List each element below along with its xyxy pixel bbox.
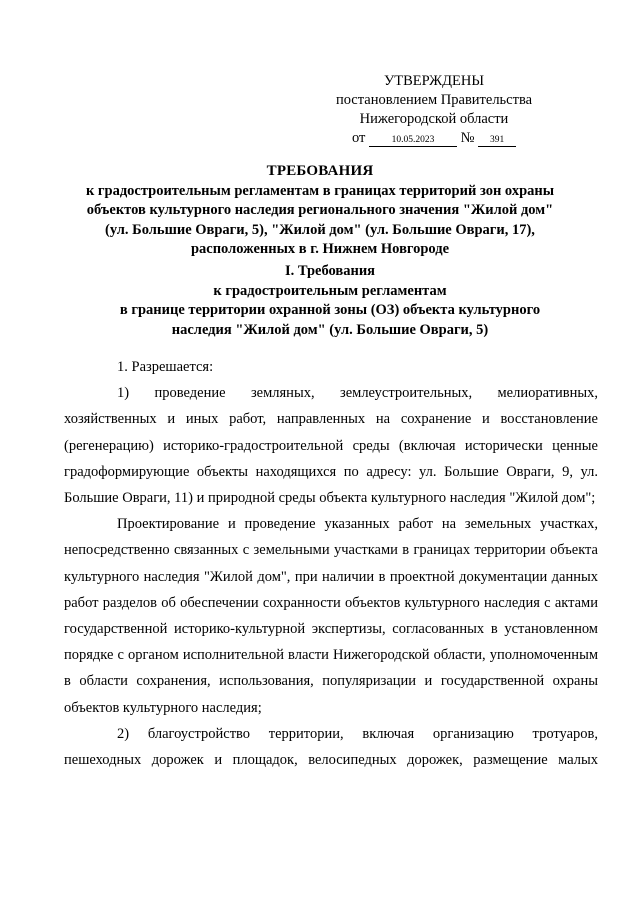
title-line: объектов культурного наследия регионального значения "Жилой дом" — [86, 202, 554, 218]
approval-date-line — [328, 129, 540, 148]
section-line: к градостроительным регламентам — [213, 282, 447, 299]
approval-heading: УТВЕРЖДЕНЫ — [383, 73, 485, 89]
document-title — [60, 162, 580, 260]
paragraph-item-1: 1) проведение земляных, землеустроительных, мелиоративных, хозяйственных и иных работ, направленных на сохранение и восстановление (регенерацию) историко-градостроительной среды (включая исторически ценные градоформирующие объекты находящихся по адресу: ул. Большие Овраги, 9, ул. Большие Овраги, 11) и природной среды объекта культурного наследия "Жилой дом"; — [64, 385, 598, 507]
paragraph-permitted: 1. Разрешается: — [117, 359, 214, 375]
paragraph-design: Проектирование и проведение указанных работ на земельных участках, непосредственно связанных с земельными участками в границах территории объекта культурного наследия "Жилой дом", при наличии в проектной документации данных работ разделов об обеспечении сохранности объектов культурного наследия с актами государственной историко-культурной экспертизы, согласованных в установленном порядке с органом исполнительной власти Нижегородской области, уполномоченным в области сохранения, использования, популяризации и государственной охраны объектов культурного наследия; — [64, 516, 598, 716]
section-line: I. Требования — [284, 263, 376, 279]
section-line: в границе территории охранной зоны (ОЗ) объекта культурного — [119, 302, 541, 318]
number-label: № — [460, 130, 475, 146]
approval-date: 10.05.2023 — [369, 134, 457, 147]
section-heading — [80, 262, 580, 340]
approval-number: 391 — [478, 134, 516, 147]
title-main: ТРЕБОВАНИЯ — [266, 163, 374, 179]
approval-region: Нижегородской области — [359, 111, 509, 127]
approval-authority: постановлением Правительства — [335, 92, 533, 108]
document-body — [64, 354, 598, 773]
from-label: от — [351, 130, 366, 146]
title-line: (ул. Большие Овраги, 5), "Жилой дом" (ул. Большие Овраги, 17), — [105, 221, 535, 238]
title-line: к градостроительным регламентам в границах территорий зон охраны — [85, 182, 555, 199]
section-line: наследия "Жилой дом" (ул. Большие Овраги, 5) — [171, 321, 489, 338]
title-line: расположенных в г. Нижнем Новгороде — [190, 241, 450, 257]
paragraph-item-2: 2) благоустройство территории, включая организацию тротуаров, пешеходных дорожек и площадок, велосипедных дорожек, размещение малых — [64, 725, 598, 769]
approval-stamp — [328, 72, 540, 148]
